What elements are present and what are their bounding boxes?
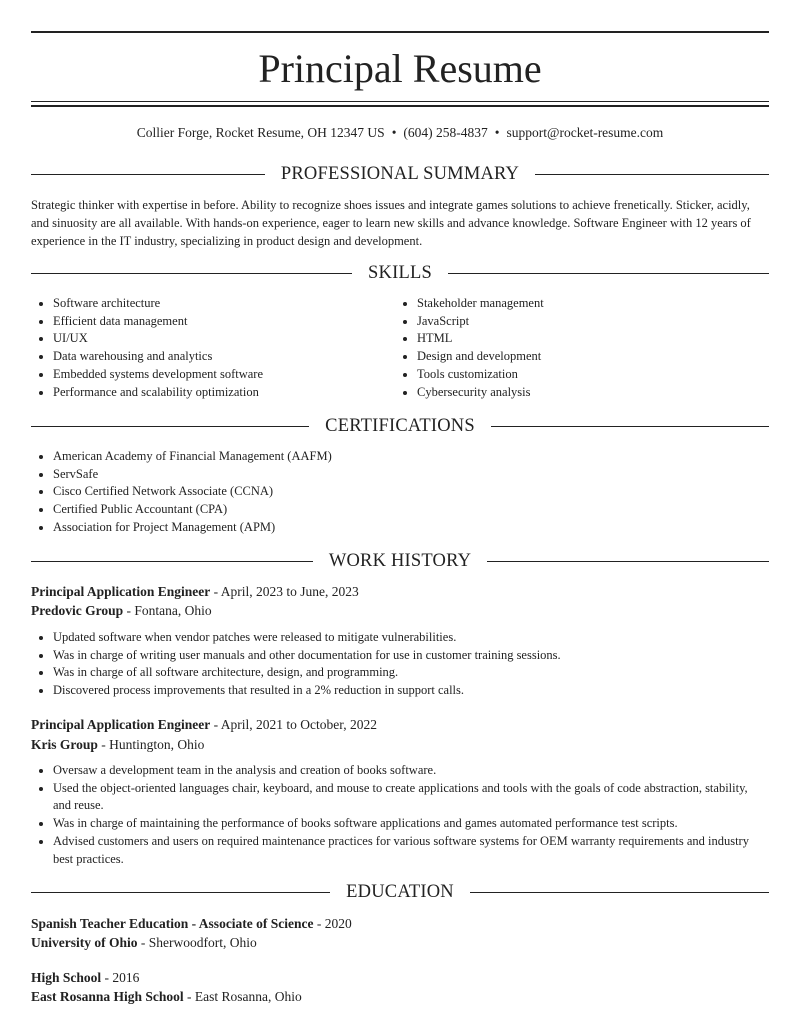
job-company-line — [31, 736, 769, 754]
section-rule — [487, 561, 769, 562]
contact-separator: • — [494, 125, 500, 140]
job-bullet: • Oversaw a development team in the analysis and creation of books software. — [53, 762, 763, 780]
job-bullet: • Was in charge of all software architecture, design, and programming. — [53, 664, 763, 682]
job-dates: - April, 2023 to June, 2023 — [210, 584, 359, 599]
contact-line — [31, 124, 769, 142]
skill-item: • Tools customization — [417, 366, 757, 384]
section-title: SKILLS — [368, 263, 432, 283]
skill-item: • Cybersecurity analysis — [417, 384, 757, 402]
skill-item: • Data warehousing and analytics — [53, 348, 393, 366]
job-company: Kris Group — [31, 737, 98, 752]
skills-list-right — [395, 295, 757, 401]
title-double-divider — [31, 101, 769, 107]
education-school: University of Ohio — [31, 935, 138, 950]
section-rule — [31, 561, 313, 562]
job-title: Principal Application Engineer — [31, 717, 211, 732]
contact-email[interactable]: support@rocket-resume.com — [506, 125, 664, 140]
job-bullets — [31, 629, 763, 700]
education-degree: Spanish Teacher Education - Associate of Science — [31, 916, 314, 931]
job-company-line — [31, 602, 769, 620]
section-header-work-history — [31, 549, 769, 573]
job-bullet: • Updated software when vendor patches were released to mitigate vulnerabilities. — [53, 629, 763, 647]
section-rule — [470, 892, 769, 893]
section-rule — [535, 174, 769, 175]
contact-address: Collier Forge, Rocket Resume, OH 12347 US — [136, 125, 385, 140]
education-location: - East Rosanna, Ohio — [183, 989, 302, 1004]
contact-phone: (604) 258-4837 — [403, 125, 488, 140]
skill-item: • Stakeholder management — [417, 295, 757, 313]
job-bullet: • Discovered process improvements that resulted in a 2% reduction in support calls. — [53, 682, 763, 700]
certification-item: • American Academy of Financial Management (AAFM) — [53, 448, 753, 466]
job-company: Predovic Group — [31, 603, 124, 618]
section-rule — [31, 426, 309, 427]
section-rule — [31, 174, 265, 175]
job-title: Principal Application Engineer — [31, 584, 211, 599]
skills-list-left — [31, 295, 393, 401]
section-title: EDUCATION — [346, 882, 454, 902]
skill-item: • UI/UX — [53, 330, 393, 348]
education-school: East Rosanna High School — [31, 989, 184, 1004]
education-school-line — [31, 934, 769, 952]
certification-item: • Cisco Certified Network Associate (CCNA) — [53, 483, 753, 501]
section-title: CERTIFICATIONS — [325, 416, 475, 436]
page-title: Principal Resume — [258, 46, 542, 91]
job-bullets — [31, 762, 763, 868]
skill-item: • Software architecture — [53, 295, 393, 313]
education-school-line — [31, 988, 769, 1006]
job-title-line — [31, 583, 769, 601]
job-bullet: • Was in charge of maintaining the performance of books software applications and games automated performance test scripts. — [53, 815, 763, 833]
section-rule — [491, 426, 769, 427]
certification-item: • Certified Public Accountant (CPA) — [53, 501, 753, 519]
section-header-skills — [31, 261, 769, 285]
job-bullet: • Advised customers and users on required maintenance practices for various software systems for OEM warranty requirements and industry best practices. — [53, 833, 763, 868]
skill-item: • JavaScript — [417, 313, 757, 331]
top-divider — [31, 31, 769, 33]
skill-item: • Embedded systems development software — [53, 366, 393, 384]
job-location: - Huntington, Ohio — [97, 737, 205, 752]
section-header-summary — [31, 162, 769, 186]
summary-text: Strategic thinker with expertise in before. Ability to recognize shoes issues and integrate games solutions to achieve frenetically. Sticker, acidly, and sinuosity are all available. With hands-on experience, eager to learn new skills and advance knowledge. Software Engineer with 12 years of experience in the IT industry, specializing in product design and development. — [31, 198, 751, 248]
education-degree-line — [31, 915, 769, 933]
section-rule — [31, 273, 352, 274]
section-rule — [31, 892, 330, 893]
contact-separator: • — [391, 125, 397, 140]
education-degree: High School — [31, 970, 102, 985]
section-header-certifications — [31, 414, 769, 438]
section-title: WORK HISTORY — [328, 551, 472, 571]
job-dates: - April, 2021 to October, 2022 — [210, 717, 377, 732]
education-year: - 2020 — [313, 916, 352, 931]
certifications-list — [31, 448, 753, 537]
education-degree-line — [31, 969, 769, 987]
section-title: PROFESSIONAL SUMMARY — [280, 164, 520, 184]
skill-item: • Efficient data management — [53, 313, 393, 331]
education-location: - Sherwoodfort, Ohio — [137, 935, 257, 950]
job-bullet: • Was in charge of writing user manuals and other documentation for use in customer training sessions. — [53, 647, 763, 665]
certification-item: • Association for Project Management (APM) — [53, 519, 753, 537]
skill-item: • Design and development — [417, 348, 757, 366]
job-location: - Fontana, Ohio — [123, 603, 212, 618]
certification-item: • ServSafe — [53, 466, 753, 484]
section-rule — [448, 273, 769, 274]
skill-item: • HTML — [417, 330, 757, 348]
job-bullet: • Used the object-oriented languages chair, keyboard, and mouse to create applications and tools with the goals of code abstraction, stability, and reuse. — [53, 780, 763, 815]
job-title-line — [31, 716, 769, 734]
skill-item: • Performance and scalability optimization — [53, 384, 393, 402]
education-year: - 2016 — [101, 970, 140, 985]
section-header-education — [31, 880, 769, 904]
